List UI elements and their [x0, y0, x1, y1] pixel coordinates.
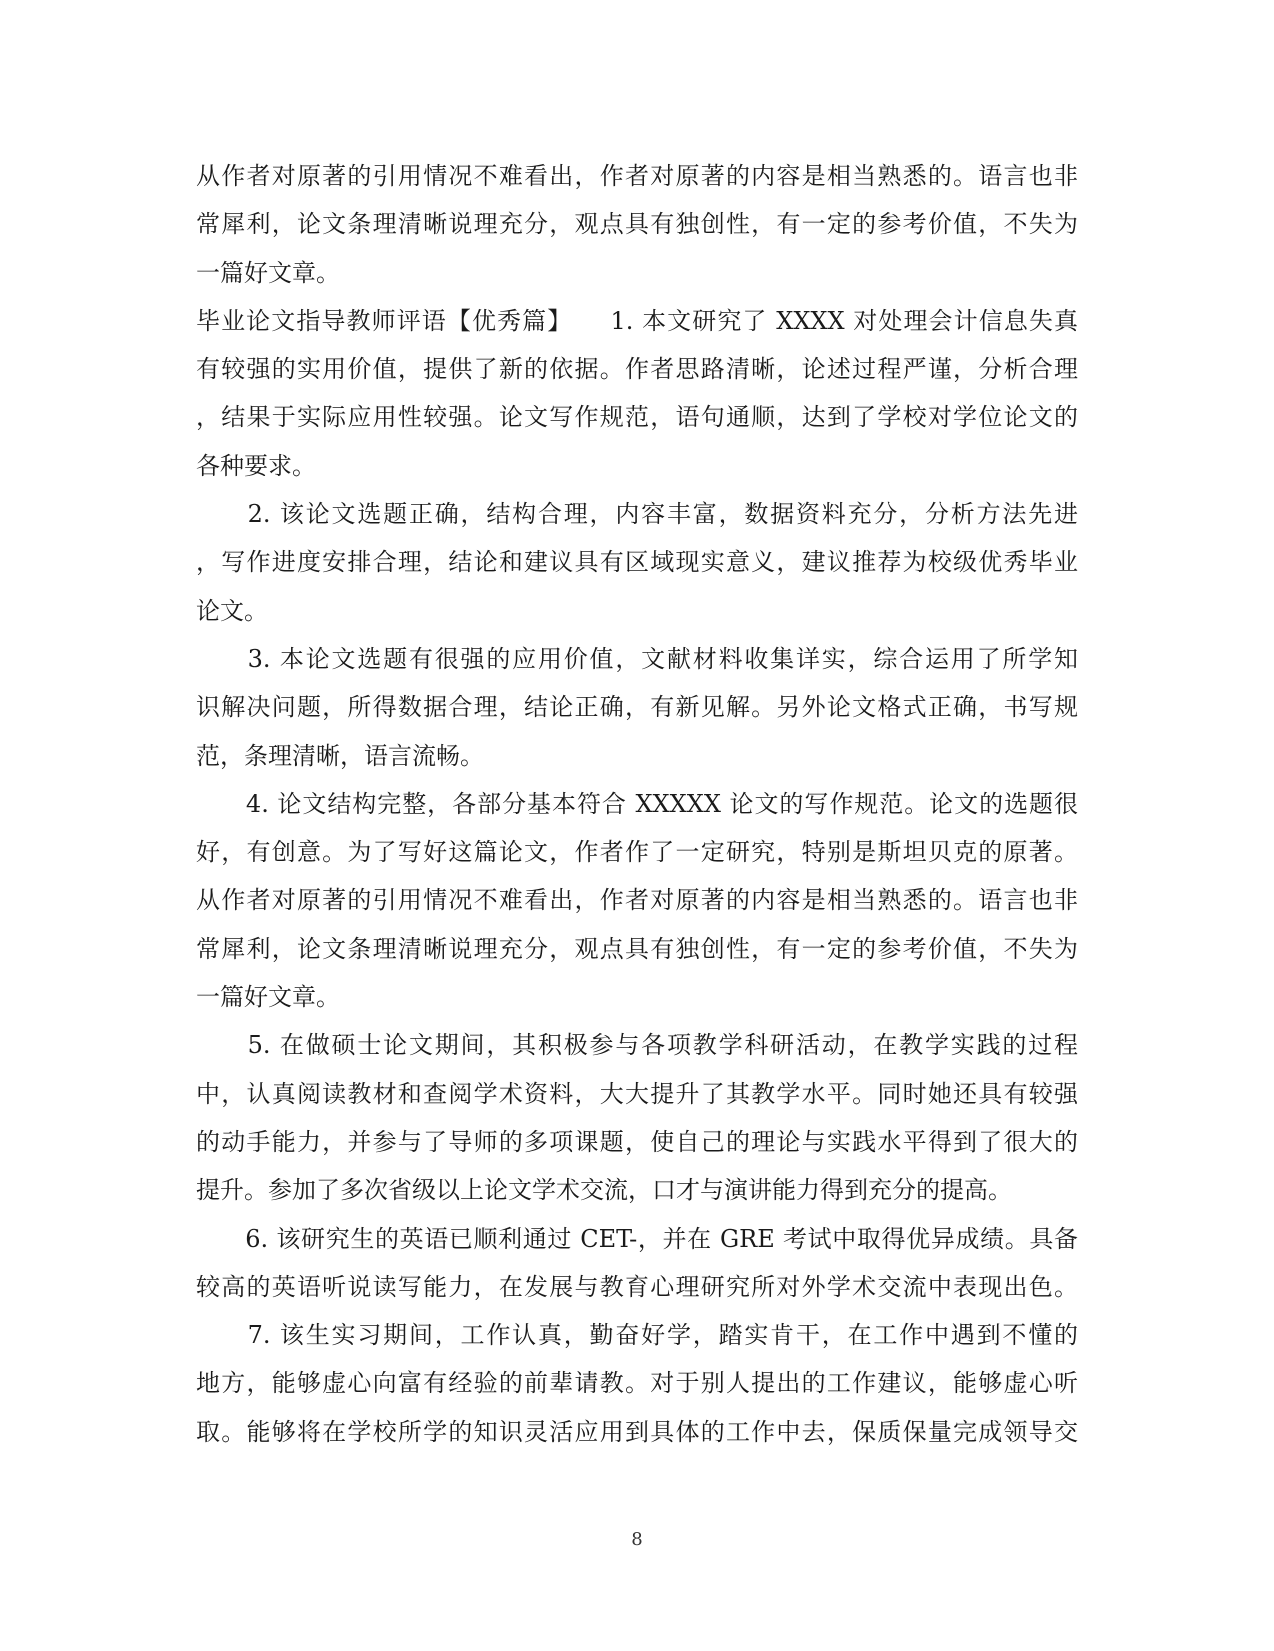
text-line: 5. 在做硕士论文期间，其积极参与各项教学科研活动，在教学实践的过程	[196, 1031, 1078, 1060]
document-body	[196, 152, 1078, 1456]
text-line: 一篇好文章。	[196, 983, 340, 1012]
text-line: 论文。	[196, 596, 268, 625]
text-line: 一篇好文章。	[196, 258, 340, 287]
text-line: 较高的英语听说读写能力，在发展与教育心理研究所对外学术交流中表现出色。	[196, 1272, 1078, 1301]
text-line: 2. 该论文选题正确，结构合理，内容丰富，数据资料充分，分析方法先进	[196, 500, 1078, 529]
text-line: 有较强的实用价值，提供了新的依据。作者思路清晰，论述过程严谨，分析合理	[196, 355, 1078, 384]
text-line: 各种要求。	[196, 451, 316, 480]
text-line: 范，条理清晰，语言流畅。	[196, 741, 484, 770]
text-line: 从作者对原著的引用情况不难看出，作者对原著的内容是相当熟悉的。语言也非	[196, 162, 1078, 190]
text-line: 7. 该生实习期间，工作认真，勤奋好学，踏实肯干，在工作中遇到不懂的	[196, 1321, 1078, 1350]
text-line: 毕业论文指导教师评语【优秀篇】 1. 本文研究了 XXXX 对处理会计信息失真	[196, 306, 1078, 335]
text-line: 常犀利，论文条理清晰说理充分，观点具有独创性，有一定的参考价值，不失为	[196, 210, 1078, 239]
text-line: 好，有创意。为了写好这篇论文，作者作了一定研究，特别是斯坦贝克的原著。	[196, 838, 1078, 867]
text-line: 中，认真阅读教材和查阅学术资料，大大提升了其教学水平。同时她还具有较强	[196, 1079, 1078, 1108]
text-line: 地方，能够虚心向富有经验的前辈请教。对于别人提出的工作建议，能够虚心听	[196, 1369, 1078, 1398]
text-line: 常犀利，论文条理清晰说理充分，观点具有独创性，有一定的参考价值，不失为	[196, 934, 1078, 963]
text-line: 提升。参加了多次省级以上论文学术交流，口才与演讲能力得到充分的提高。	[196, 1176, 1012, 1205]
text-line: 识解决问题，所得数据合理，结论正确，有新见解。另外论文格式正确，书写规	[196, 693, 1078, 722]
text-line: ，写作进度安排合理，结论和建议具有区域现实意义，建议推荐为校级优秀毕业	[196, 548, 1078, 577]
text-line: 4. 论文结构完整，各部分基本符合 XXXXX 论文的写作规范。论文的选题很	[196, 789, 1078, 818]
page-number: 8	[631, 1529, 643, 1550]
text-line: 3. 本论文选题有很强的应用价值，文献材料收集详实，综合运用了所学知	[196, 644, 1078, 673]
text-line: 取。能够将在学校所学的知识灵活应用到具体的工作中去，保质保量完成领导交	[196, 1417, 1078, 1446]
text-line: 从作者对原著的引用情况不难看出，作者对原著的内容是相当熟悉的。语言也非	[196, 886, 1078, 915]
text-line: 的动手能力，并参与了导师的多项课题，使自己的理论与实践水平得到了很大的	[196, 1127, 1078, 1156]
text-line: ，结果于实际应用性较强。论文写作规范，语句通顺，达到了学校对学位论文的	[196, 403, 1078, 432]
text-line: 6. 该研究生的英语已顺利通过 CET-，并在 GRE 考试中取得优异成绩。具备	[196, 1224, 1078, 1253]
